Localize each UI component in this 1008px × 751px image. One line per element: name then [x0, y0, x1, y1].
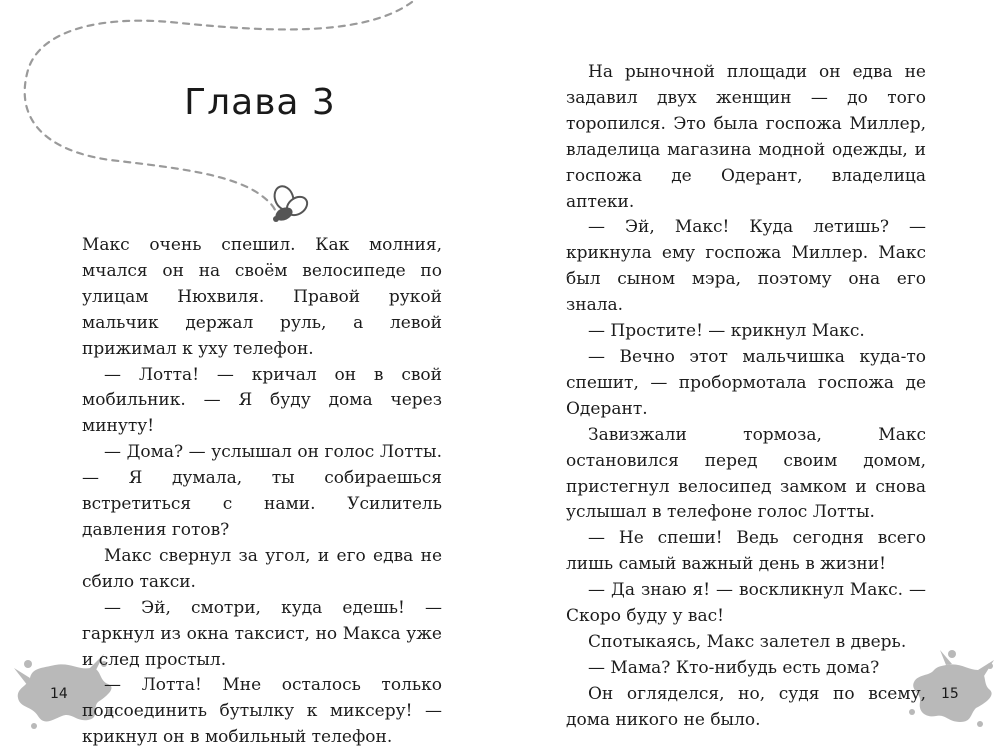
- paragraph: — Эй, Макс! Куда летишь? — крикнула ему госпожа Миллер. Макс был сыном мэра, поэтому она его знала.: [566, 217, 926, 316]
- paragraph: Завизжали тормоза, Макс остановился перед своим домом, пристегнул велосипед замком и снова услышал в телефоне голос Лотты.: [566, 424, 926, 523]
- page-number-left: 14: [50, 686, 68, 702]
- paragraph: — Лотта! Мне осталось только подсоединить бутылку к миксеру! — крикнул он в мобильный телефон.: [82, 675, 442, 748]
- paragraph: — Да знаю я! — воскликнул Макс. — Скоро буду у вас!: [566, 580, 926, 627]
- paragraph: Спотыкаясь, Макс залетел в дверь.: [588, 631, 907, 652]
- paragraph: — Эй, смотри, куда едешь! — гаркнул из окна таксист, но Макса уже и след простыл.: [82, 597, 442, 670]
- chapter-title: Глава 3: [184, 82, 336, 123]
- paragraph: — Лотта! — кричал он в свой мобильник. — Я буду дома через минуту!: [82, 364, 442, 437]
- right-page-text: [566, 60, 926, 734]
- fly-icon: [271, 184, 310, 224]
- paragraph: — Дома? — услышал он голос Лотты. — Я думала, ты собираешься встретиться с нами. Усилитель давления готов?: [82, 442, 442, 540]
- paragraph: Макс свернул за угол, и его едва не сбило такси.: [82, 545, 442, 592]
- paragraph: Он огляделся, но, судя по всему, дома никого не было.: [566, 683, 926, 730]
- paragraph: Макс очень спешил. Как молния, мчался он на своём велосипеде по улицам Нюхвиля. Правой рукой мальчик держал руль, а левой прижимал к уху телефон.: [82, 235, 442, 359]
- page-number-right: 15: [941, 686, 959, 702]
- paragraph: — Мама? Кто-нибудь есть дома?: [588, 657, 880, 678]
- paragraph: — Вечно этот мальчишка куда-то спешит, — пробормотала госпожа де Одерант.: [566, 346, 926, 419]
- paragraph: — Не спеши! Ведь сегодня всего лишь самый важный день в жизни!: [566, 528, 926, 575]
- left-page-text: [82, 233, 442, 751]
- paragraph: — Простите! — крикнул Макс.: [588, 321, 865, 342]
- paragraph: На рыночной площади он едва не задавил двух женщин — до того торопился. Это была госпожа Миллер, владелица магазина модной одежды, и госпожа де Одерант, владелица аптеки.: [566, 62, 926, 212]
